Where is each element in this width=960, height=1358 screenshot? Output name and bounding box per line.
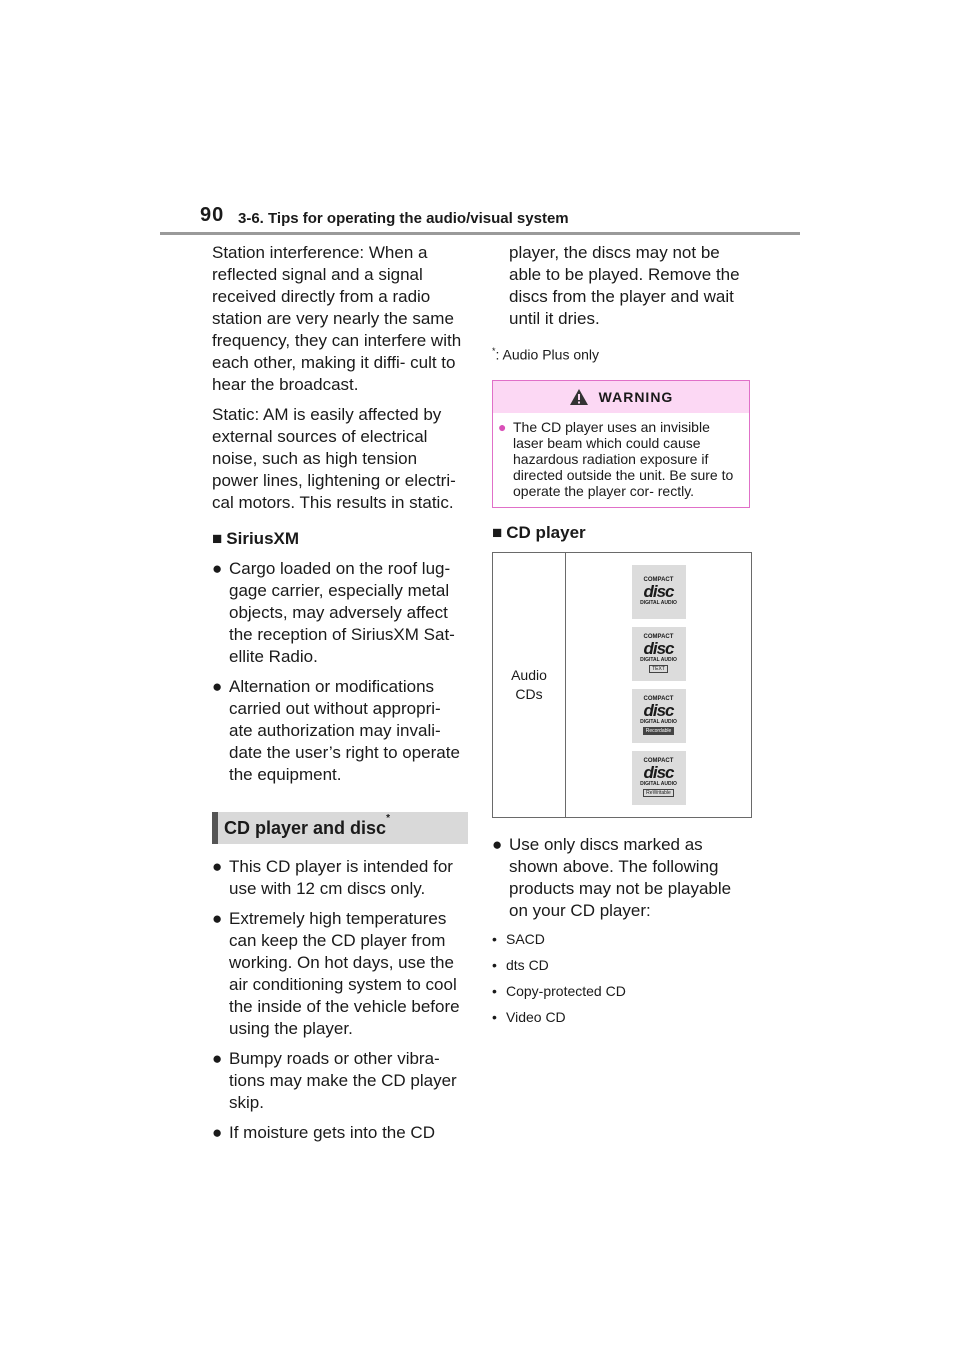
list-item <box>212 908 468 1040</box>
cd-section-title-text: CD player and disc <box>224 818 387 838</box>
paragraph-static: Static: AM is easily affected by external sources of electrical noise, such as high tension power lines, lightening or electri- cal motors. This results in static. <box>212 405 456 512</box>
paragraph-continuation: player, the discs may not be able to be played. Remove the discs from the player and wait until it dries. <box>509 243 740 328</box>
list-item <box>492 930 750 948</box>
warning-text: The CD player uses an invisible laser beam which could cause hazardous radiation exposure if directed outside the unit. Be sure to operate the player cor- rectly. <box>513 418 734 499</box>
logo-text: DIGITAL AUDIO <box>640 781 677 788</box>
section-title: 3-6. Tips for operating the audio/visual system <box>238 210 569 227</box>
list-item <box>492 982 750 1000</box>
small-bullet-icon: • <box>492 930 497 947</box>
list-item <box>492 1008 750 1026</box>
logo-text: disc <box>643 763 674 783</box>
list-item <box>212 1048 468 1114</box>
list-item-text: Copy-protected CD <box>506 982 626 999</box>
right-column <box>492 242 750 1034</box>
cd-player-heading <box>492 522 750 544</box>
logo-text: COMPACT <box>643 634 674 641</box>
bullet-icon: ● <box>492 834 503 854</box>
unplayable-list <box>492 930 750 1026</box>
list-item <box>212 1122 468 1144</box>
compact-disc-text-logo <box>632 627 686 681</box>
cd-label-line: CDs <box>515 685 543 702</box>
list-item <box>212 558 468 668</box>
page-number: 90 <box>200 204 225 226</box>
list-item-text: If moisture gets into the CD <box>229 1123 435 1142</box>
asterisk-mark: * <box>492 346 496 356</box>
logo-tag: TEXT <box>649 665 668 673</box>
warning-title: WARNING <box>598 388 674 405</box>
compact-disc-logo <box>632 565 686 619</box>
asterisk-mark: * <box>386 813 390 824</box>
list-item-text: Video CD <box>506 1008 566 1025</box>
logo-text: DIGITAL AUDIO <box>640 719 677 726</box>
list-item-text: Cargo loaded on the roof lug- gage carrier, especially metal objects, may adversely affect the reception of SiriusXM Sat- ellite Radio. <box>229 559 455 666</box>
list-item-text: SACD <box>506 930 545 947</box>
square-icon: ■ <box>492 522 503 542</box>
cd-table <box>492 552 752 818</box>
small-bullet-icon: • <box>492 956 497 973</box>
logo-text: COMPACT <box>643 696 674 703</box>
list-item <box>212 856 468 900</box>
list-item <box>212 676 468 786</box>
warning-box <box>492 380 750 508</box>
cd-table-label <box>493 553 566 817</box>
bullet-icon: ● <box>212 909 223 928</box>
warning-header <box>493 381 749 413</box>
small-bullet-icon: • <box>492 982 497 999</box>
list-item-text: Bumpy roads or other vibra- tions may make the CD player skip. <box>229 1049 457 1112</box>
cd-label-line: Audio <box>511 666 547 683</box>
list-item-text: Extremely high temperatures can keep the CD player from working. On hot days, use the air conditioning system to cool the inside of the vehicle before using the player. <box>229 909 460 1038</box>
cd-section-title <box>212 812 468 844</box>
bullet-icon: ● <box>212 1123 223 1142</box>
logo-text: disc <box>643 701 674 721</box>
page-header <box>200 204 800 236</box>
logo-text: DIGITAL AUDIO <box>640 657 677 664</box>
paragraph-station-interference: Station interference: When a reflected signal and a signal received directly from a radio station are very nearly the same frequency, they can interfere with each other, making it diffi- cult to hear the broadcast. <box>212 243 462 394</box>
cd-logo-list <box>566 553 751 817</box>
list-item-text: Use only discs marked as shown above. The following products may not be playable on your CD player: <box>509 834 732 920</box>
logo-text: COMPACT <box>643 576 674 583</box>
bullet-icon: ● <box>498 418 507 435</box>
header-rule <box>160 232 800 235</box>
warning-triangle-icon <box>569 388 589 406</box>
logo-text: disc <box>643 581 674 601</box>
logo-tag: Recordable <box>643 727 675 735</box>
siriusxm-heading <box>212 528 468 550</box>
logo-tag: ReWritable <box>643 789 674 797</box>
bullet-icon: ● <box>212 1049 223 1068</box>
cd-player-heading-text: CD player <box>506 522 586 542</box>
compact-disc-rewritable-logo <box>632 751 686 805</box>
logo-text: disc <box>643 639 674 659</box>
warning-body <box>493 413 749 507</box>
list-item-text: This CD player is intended for use with 12 cm discs only. <box>229 857 453 898</box>
logo-text: DIGITAL AUDIO <box>640 599 677 606</box>
left-column <box>212 242 468 1152</box>
logo-text: COMPACT <box>643 758 674 765</box>
bullet-icon: ● <box>212 857 223 876</box>
list-item <box>492 956 750 974</box>
footnote-text: : Audio Plus only <box>495 346 600 363</box>
siriusxm-heading-text: SiriusXM <box>226 529 300 548</box>
small-bullet-icon: • <box>492 1008 497 1025</box>
compact-disc-recordable-logo <box>632 689 686 743</box>
list-item <box>492 834 750 922</box>
bullet-icon: ● <box>212 559 223 578</box>
footnote <box>492 340 750 366</box>
square-icon: ■ <box>212 529 223 548</box>
list-item-text: Alternation or modifications carried out without appropri- ate authorization may invali- date the user’s right to operate the equipment. <box>229 677 460 784</box>
list-item-text: dts CD <box>506 956 549 973</box>
bullet-icon: ● <box>212 677 223 696</box>
